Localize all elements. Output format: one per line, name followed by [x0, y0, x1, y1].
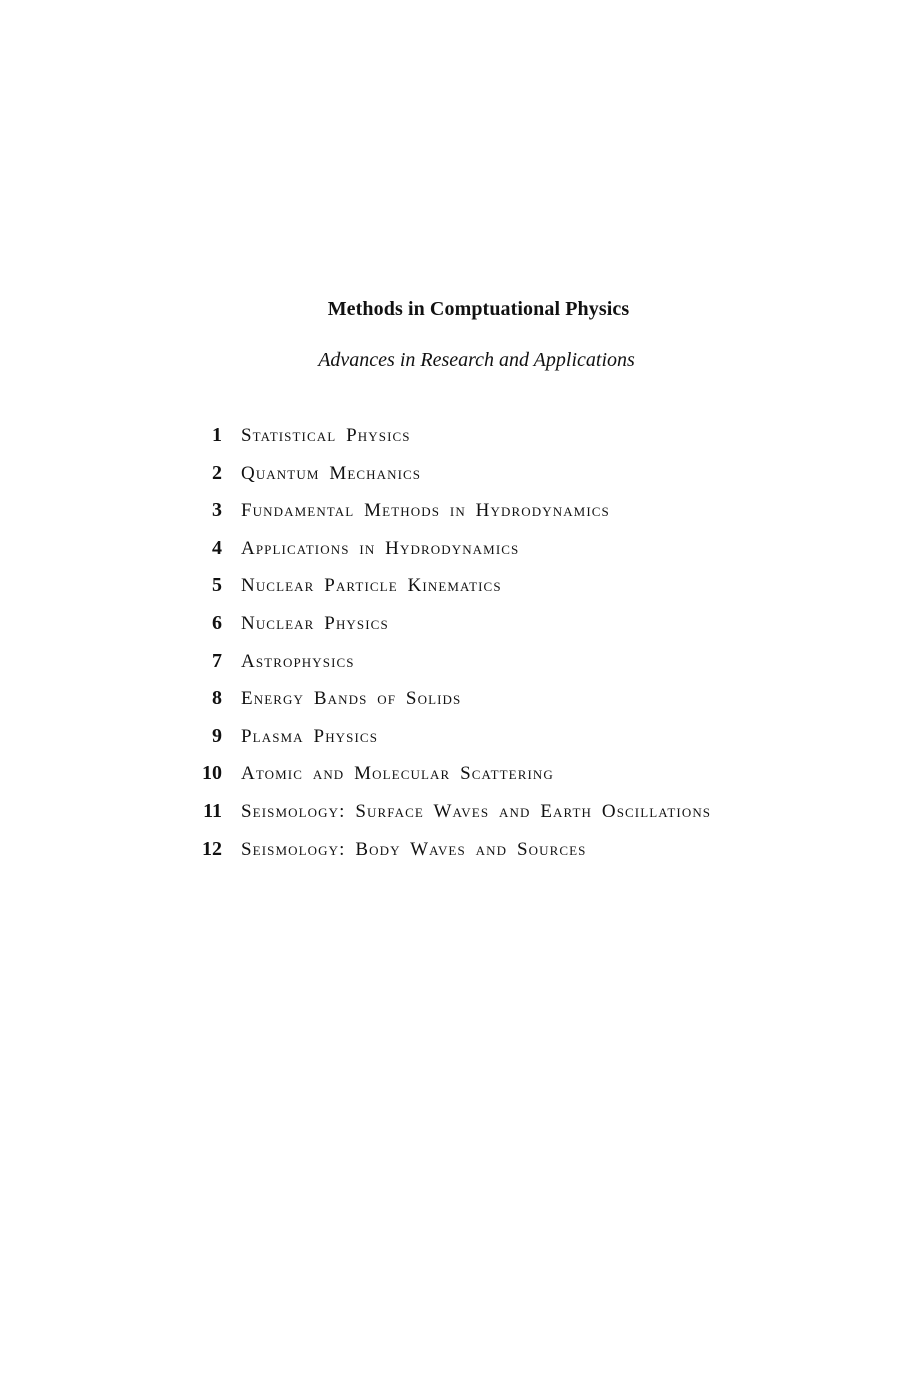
volume-title: Atomic and Molecular Scattering: [241, 763, 554, 785]
volume-number: 4: [212, 536, 222, 559]
volume-number: 3: [212, 499, 222, 522]
volume-item: [190, 612, 711, 650]
volume-title: Nuclear Physics: [241, 612, 389, 634]
volume-item: [190, 838, 711, 876]
volume-title: Energy Bands of Solids: [241, 688, 462, 710]
volume-item: [190, 687, 711, 725]
series-title: Methods in Comptuational Physics: [327, 298, 630, 320]
series-subtitle: Advances in Research and Applications: [318, 349, 635, 371]
volume-number: 2: [212, 461, 222, 484]
volume-number: 6: [212, 611, 222, 634]
volume-title: Statistical Physics: [241, 425, 411, 446]
volume-title: Quantum Mechanics: [241, 462, 422, 484]
volume-number: 11: [203, 799, 222, 822]
volume-title: Fundamental Methods in Hydrodynamics: [241, 500, 610, 522]
volume-item: [190, 462, 711, 500]
volume-item: [190, 650, 711, 688]
volume-title: Nuclear Particle Kinematics: [241, 575, 502, 597]
volume-item: [190, 574, 711, 612]
volume-item: [190, 762, 711, 800]
volume-number: 7: [212, 649, 222, 672]
volume-title: Seismology: Body Waves and Sources: [241, 838, 587, 860]
volume-number: 1: [212, 424, 222, 446]
volume-title: Plasma Physics: [241, 725, 379, 747]
volume-number: 9: [212, 724, 222, 747]
volume-list: [190, 424, 711, 875]
volume-number: 5: [212, 574, 222, 597]
volume-item: [190, 424, 711, 462]
volume-number: 12: [202, 837, 222, 860]
volume-item: [190, 499, 711, 537]
volume-number: 8: [212, 687, 222, 710]
volume-title: Astrophysics: [241, 650, 355, 672]
volume-number: 10: [202, 762, 222, 785]
volume-item: [190, 725, 711, 763]
volume-item: [190, 800, 711, 838]
volume-title: Applications in Hydrodynamics: [241, 537, 520, 559]
volume-title: Seismology: Surface Waves and Earth Oscillations: [241, 800, 712, 822]
volume-item: [190, 537, 711, 575]
